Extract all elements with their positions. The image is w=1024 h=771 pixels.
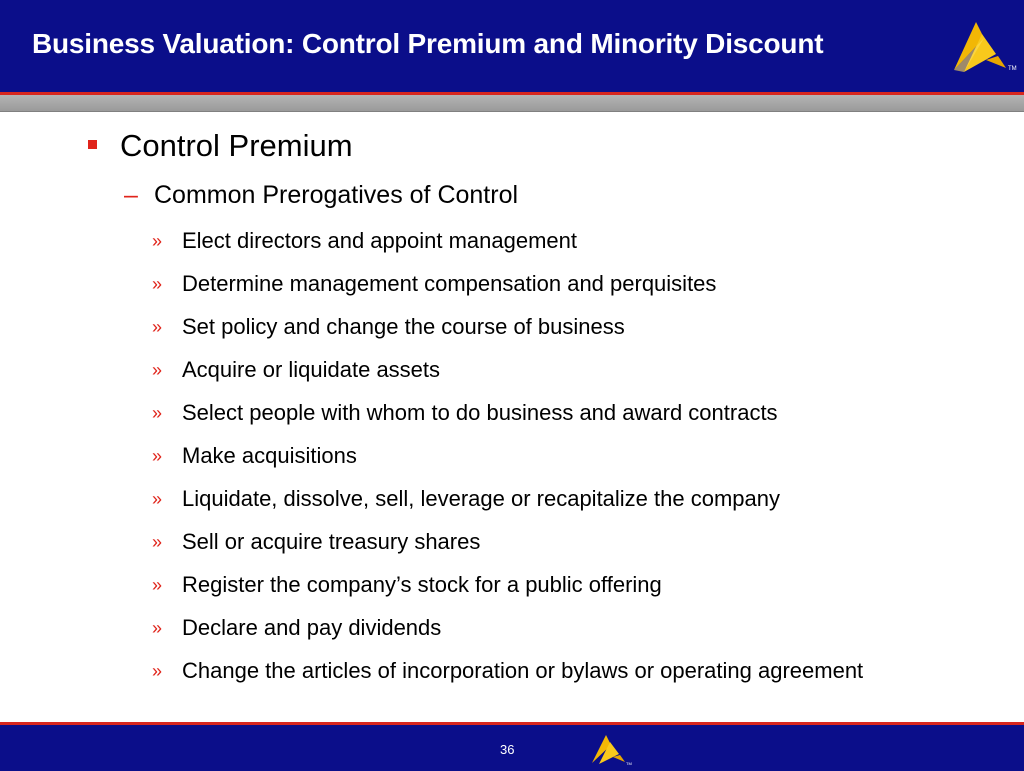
dash-bullet-icon: – [124,181,138,209]
trademark-mark: TM [626,761,632,766]
bullet-level1-text: Control Premium [120,128,353,163]
guillemet-bullet-icon: » [152,317,163,337]
guillemet-bullet-icon: » [152,274,163,294]
guillemet-bullet-icon: » [152,661,163,681]
guillemet-bullet-icon: » [152,231,163,251]
guillemet-bullet-icon: » [152,489,163,509]
trademark-mark: TM [1008,66,1017,72]
guillemet-bullet-icon: » [152,575,163,595]
guillemet-bullet-icon: » [152,360,163,380]
gold-star-logo-icon [946,20,1018,80]
bullet-level2-text: Common Prerogatives of Control [154,181,519,209]
guillemet-bullet-icon: » [152,403,163,423]
guillemet-bullet-icon: » [152,618,163,638]
slide-title: Business Valuation: Control Premium and Minority Discount [32,28,824,59]
slide-footer [0,722,1024,771]
guillemet-bullet-icon: » [152,446,163,466]
page-number: 36 [500,742,515,757]
square-bullet-icon [88,140,97,149]
gold-star-logo-icon [588,733,634,769]
header-gray-band [0,95,1024,112]
guillemet-bullet-icon: » [152,532,163,552]
slide-header [0,0,1024,92]
